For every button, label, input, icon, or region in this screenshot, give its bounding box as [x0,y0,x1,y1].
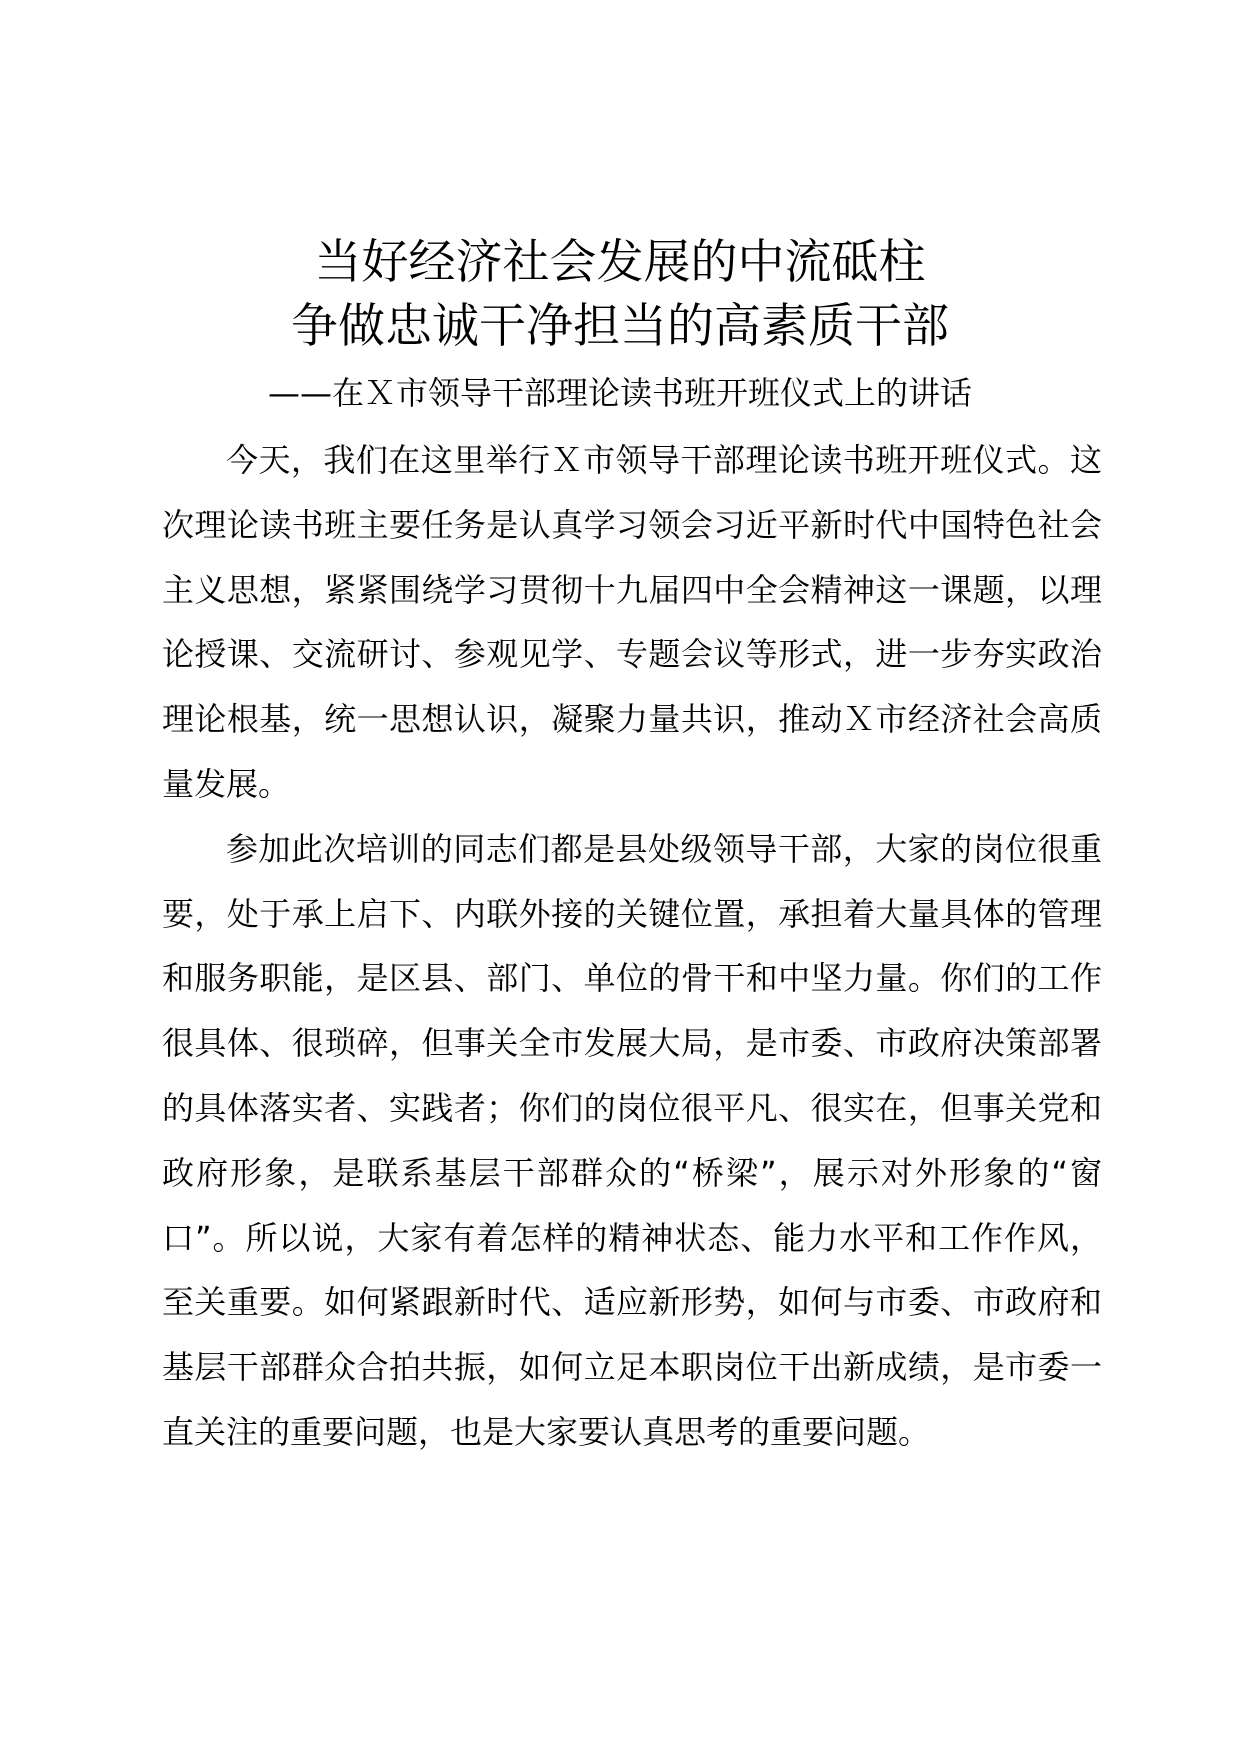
paragraph-1: 今天，我们在这里举行Ｘ市领导干部理论读书班开班仪式。这次理论读书班主要任务是认真学习领会习近平新时代中国特色社会主义思想，紧紧围绕学习贯彻十九届四中全会精神这一课题，以理论授课、交流研讨、参观见学、专题会议等形式，进一步夯实政治理论根基，统一思想认识，凝聚力量共识，推动Ｘ市经济社会高质量发展。 [162,441,1102,803]
paragraph-2: 参加此次培训的同志们都是县处级领导干部，大家的岗位很重要，处于承上启下、内联外接的关键位置，承担着大量具体的管理和服务职能，是区县、部门、单位的骨干和中坚力量。你们的工作很具体、很琐碎，但事关全市发展大局，是市委、市政府决策部署的具体落实者、实践者；你们的岗位很平凡、很实在，但事关党和政府形象，是联系基层干部群众的“桥梁”，展示对外形象的“窗口”。所以说，大家有着怎样的精神状态、能力水平和工作作风，至关重要。如何紧跟新时代、适应新形势，如何与市委、市政府和基层干部群众合拍共振，如何立足本职岗位干出新成绩，是市委一直关注的重要问题，也是大家要认真思考的重要问题。 [162,829,1102,1451]
document-title-line-1: 当好经济社会发展的中流砥柱 [314,235,926,290]
document-subtitle: ——在Ｘ市领导干部理论读书班开班仪式上的讲话 [267,374,972,412]
document-title-line-2: 争做忠诚干净担当的高素质干部 [291,299,949,354]
document-body [162,428,1102,1465]
